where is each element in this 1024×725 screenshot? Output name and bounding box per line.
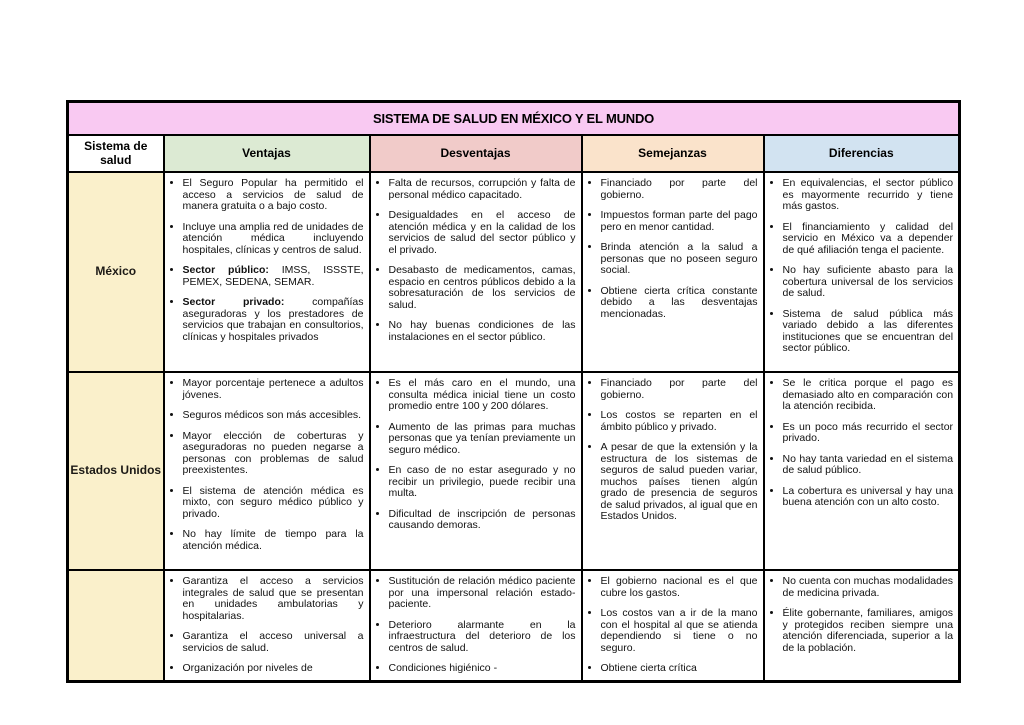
column-header-row: [68, 135, 960, 172]
row-label: [68, 570, 164, 682]
cell-semejanzas: [582, 570, 764, 682]
bullet-item: • Mayor elección de coberturas y aseguradoras no pueden negarse a personas con problemas de salud preexistentes.: [183, 431, 364, 477]
bullet-item: • Impuestos forman parte del pago pero en menor cantidad.: [601, 210, 758, 233]
bullet-list: [376, 178, 576, 343]
bullet-item: • El sistema de atención médica es mixto, con seguro médico público y privado.: [183, 486, 364, 521]
cell-semejanzas: [582, 172, 764, 372]
bullet-item: • A pesar de que la extensión y la estructura de los sistemas de seguros de salud pueden variar, muchos países tienen algún grado de presencia de seguros de salud privados, al igual que en Estados Unidos.: [601, 442, 758, 523]
bullet-list: [170, 378, 364, 552]
bullet-item: • Garantiza el acceso a servicios integrales de salud que se presentan en unidades ambulatorias y hospitalarias.: [183, 576, 364, 622]
cell-semejanzas: [582, 372, 764, 570]
bullet-item: • El Seguro Popular ha permitido el acceso a servicios de salud de manera gratuita o a bajo costo.: [183, 178, 364, 213]
bullet-item: • No hay buenas condiciones de las instalaciones en el sector público.: [389, 320, 576, 343]
cell-ventajas: [164, 372, 370, 570]
bullet-item: • En caso de no estar asegurado y no recibir un privilegio, puede recibir una multa.: [389, 465, 576, 500]
cell-desventajas: [370, 570, 582, 682]
row-label: Estados Unidos: [68, 372, 164, 570]
column-header-semejanzas: Semejanzas: [582, 135, 764, 172]
table-row: [68, 570, 960, 682]
cell-ventajas: [164, 570, 370, 682]
bullet-item: • Sustitución de relación médico paciente por una impersonal relación estado-paciente.: [389, 576, 576, 611]
column-header-desventajas: Desventajas: [370, 135, 582, 172]
cell-content: [765, 571, 959, 680]
bullet-item: • Sistema de salud pública más variado debido a las diferentes instituciones que se encuentran del sector público.: [783, 309, 954, 355]
bullet-item: • Financiado por parte del gobierno.: [601, 178, 758, 201]
bullet-list: [770, 576, 954, 654]
bullet-item: • Obtiene cierta crítica: [601, 663, 758, 675]
bullet-item: • El gobierno nacional es el que cubre los gastos.: [601, 576, 758, 599]
bullet-item: • Los costos van a ir de la mano con el hospital al que se atienda dependiendo si tiene o no seguro.: [601, 608, 758, 654]
bullet-item: • Se le critica porque el pago es demasiado alto en comparación con la atención recibida.: [783, 378, 954, 413]
bullet-item-bold: Sector público:: [182, 264, 269, 276]
cell-content: [583, 571, 763, 680]
cell-content: [165, 373, 369, 569]
cell-content: [371, 571, 581, 680]
bullet-item: • Incluye una amplia red de unidades de atención médica incluyendo hospitales, clínicas y centros de salud.: [183, 222, 364, 257]
bullet-list: [170, 576, 364, 675]
bullet-item: • Obtiene cierta crítica constante debido a las desventajas mencionadas.: [601, 286, 758, 321]
bullet-list: [770, 378, 954, 509]
bullet-list: [376, 576, 576, 675]
bullet-item: • Seguros médicos son más accesibles.: [183, 410, 364, 422]
bullet-item: • Sector privado: compañías aseguradoras y los prestadores de servicios que trabajan en consultorios, clínicas y hospitales privados: [183, 297, 364, 343]
bullet-item: • No cuenta con muchas modalidades de medicina privada.: [783, 576, 954, 599]
bullet-item: • Financiado por parte del gobierno.: [601, 378, 758, 401]
bullet-list: [376, 378, 576, 532]
bullet-item: • La cobertura es universal y hay una buena atención con un alto costo.: [783, 486, 954, 509]
bullet-item: • Falta de recursos, corrupción y falta de personal médico capacitado.: [389, 178, 576, 201]
table-row: [68, 172, 960, 372]
bullet-list: [588, 378, 758, 523]
column-header-diferencias: Diferencias: [764, 135, 960, 172]
cell-desventajas: [370, 372, 582, 570]
cell-content: [371, 373, 581, 569]
bullet-list: [770, 178, 954, 355]
bullet-item: • Brinda atención a la salud a personas que no poseen seguro social.: [601, 242, 758, 277]
bullet-list: [588, 576, 758, 675]
cell-diferencias: [764, 570, 960, 682]
bullet-item: • Élite gobernante, familiares, amigos y protegidos reciben siempre una atención diferenciada, superior a la de la población.: [783, 608, 954, 654]
bullet-item: • Mayor porcentaje pertenece a adultos jóvenes.: [183, 378, 364, 401]
bullet-item: • Los costos se reparten en el ámbito público y privado.: [601, 410, 758, 433]
bullet-item: • Organización por niveles de: [183, 663, 364, 675]
bullet-item: • El financiamiento y calidad del servicio en México va a depender de qué afiliación tenga el paciente.: [783, 222, 954, 257]
cell-content: [371, 173, 581, 371]
title-row: [68, 102, 960, 136]
bullet-item: • No hay tanta variedad en el sistema de salud público.: [783, 454, 954, 477]
bullet-item: • Es un poco más recurrido el sector privado.: [783, 422, 954, 445]
row-label: México: [68, 172, 164, 372]
bullet-item: • Aumento de las primas para muchas personas que ya tenían previamente un seguro médico.: [389, 422, 576, 457]
bullet-item: • Sector público: IMSS, ISSSTE, PEMEX, SEDENA, SEMAR.: [183, 265, 364, 288]
bullet-item: • Es el más caro en el mundo, una consulta médica inicial tiene un costo promedio entre 100 y 200 dólares.: [389, 378, 576, 413]
cell-ventajas: [164, 172, 370, 372]
bullet-list: [170, 178, 364, 343]
column-header-ventajas: Ventajas: [164, 135, 370, 172]
cell-diferencias: [764, 172, 960, 372]
cell-content: [583, 373, 763, 569]
bullet-list: [588, 178, 758, 320]
cell-content: [765, 173, 959, 371]
cell-desventajas: [370, 172, 582, 372]
bullet-item: • Desabasto de medicamentos, camas, espacio en centros públicos debido a la sobresaturación de los servicios de salud.: [389, 265, 576, 311]
bullet-item: • Deterioro alarmante en la infraestructura del deterioro de los centros de salud.: [389, 620, 576, 655]
cell-content: [765, 373, 959, 569]
column-header-sistema: Sistema de salud: [68, 135, 164, 172]
bullet-item: • Dificultad de inscripción de personas causando demoras.: [389, 509, 576, 532]
bullet-item: • Desigualdades en el acceso de atención médica y en la calidad de los servicios de salud del sector público y el privado.: [389, 210, 576, 256]
health-systems-table: [66, 100, 961, 683]
cell-content: [165, 173, 369, 371]
bullet-item: • En equivalencias, el sector público es mayormente recurrido y tiene más gastos.: [783, 178, 954, 213]
table-row: [68, 372, 960, 570]
table-title: SISTEMA DE SALUD EN MÉXICO Y EL MUNDO: [68, 102, 960, 136]
cell-diferencias: [764, 372, 960, 570]
cell-content: [583, 173, 763, 371]
bullet-item: • Condiciones higiénico -: [389, 663, 576, 675]
bullet-item: • Garantiza el acceso universal a servicios de salud.: [183, 631, 364, 654]
bullet-item: • No hay suficiente abasto para la cobertura universal de los servicios de salud.: [783, 265, 954, 300]
bullet-item: • No hay límite de tiempo para la atención médica.: [183, 529, 364, 552]
cell-content: [165, 571, 369, 680]
bullet-item-bold: Sector privado:: [182, 296, 285, 308]
